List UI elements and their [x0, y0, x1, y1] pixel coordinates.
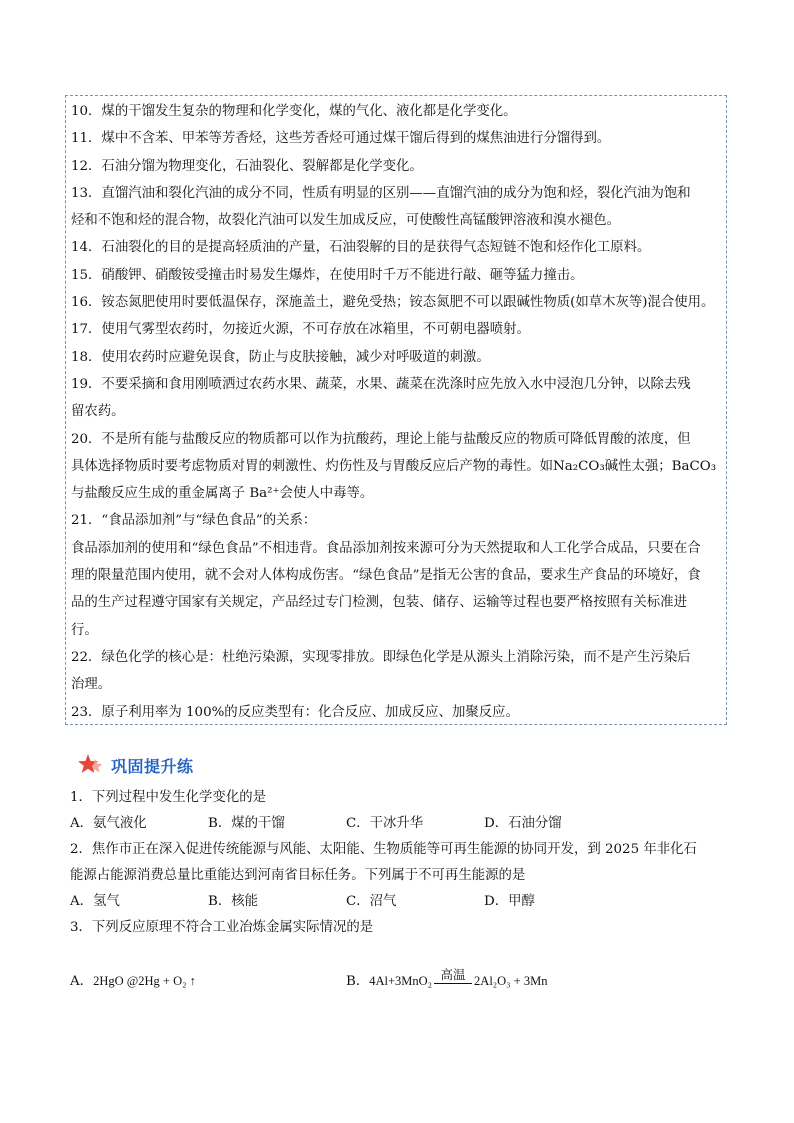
note-line: 17．使用气雾型农药时，勿接近火源，不可存放在冰箱里，不可朝电器喷射。: [71, 322, 530, 338]
note-line: 10．煤的干馏发生复杂的物理和化学变化，煤的气化、液化都是化学变化。: [71, 104, 517, 119]
note-line: 品的生产过程遵守国家有关规定，产品经过专门检测，包装、储存、运输等过程也要严格按照有关标准进: [71, 595, 687, 611]
note-line: 理的限量范围内使用，就不会对人体构成伤害。“绿色食品”是指无公害的食品，要求生产食品的环境好，食: [71, 568, 701, 584]
answer-options: [70, 811, 730, 837]
note-line: 具体选择物质时要考虑物质对胃的刺激性、灼伤性及与胃酸反应后产物的毒性。如Na₂CO₃碱性太强；BaCO₃: [71, 458, 717, 474]
option-label: A．: [70, 974, 94, 989]
equation-products: 2Al₂O₃ + 3Mn: [474, 974, 548, 988]
option-a[interactable]: A．氨气液化: [70, 816, 147, 831]
option-d[interactable]: D．石油分馏: [484, 816, 562, 831]
equation-options: [70, 949, 730, 989]
option-b[interactable]: [346, 967, 547, 989]
option-d[interactable]: D．甲醇: [484, 894, 535, 909]
exercise-list: [70, 785, 730, 989]
note-line: 20．不是所有能与盐酸反应的物质都可以作为抗酸药，理论上能与盐酸反应的物质可降低胃酸的浓度，但: [71, 431, 691, 447]
option-label: B．: [346, 974, 370, 989]
note-line: 食品添加剂的使用和“绿色食品”不相违背。食品添加剂按来源可分为天然提取和人工化学合成品，只要在合: [71, 540, 701, 556]
note-line: 14．石油裂化的目的是提高轻质油的产量，石油裂解的目的是获得气态短链不饱和烃作化工原料。: [71, 240, 651, 256]
section-header: [77, 752, 194, 778]
question-stem: 3．下列反应原理不符合工业冶炼金属实际情况的是: [70, 920, 374, 935]
note-line: 留农药。: [71, 404, 125, 420]
question-stem: 能源占能源消费总量比重能达到河南省目标任务。下列属于不可再生能源的是: [70, 868, 526, 883]
option-b[interactable]: B．核能: [208, 894, 259, 909]
note-line: 22．绿色化学的核心是：杜绝污染源，实现零排放。即绿色化学是从源头上消除污染，而不是产生污染后: [71, 649, 691, 665]
section-title: 巩固提升练: [111, 756, 194, 776]
option-c[interactable]: C．沼气: [346, 894, 397, 909]
note-line: 15．硝酸钾、硝酸铵受撞击时易发生爆炸，在使用时千万不能进行敲、砸等猛力撞击。: [71, 267, 584, 283]
option-a[interactable]: A．氢气: [70, 894, 120, 909]
note-line: 12．石油分馏为物理变化，石油裂化、裂解都是化学变化。: [71, 158, 423, 174]
answer-options: [70, 889, 730, 915]
note-line: 18．使用农药时应避免误食，防止与皮肤接触，减少对呼吸道的刺激。: [71, 349, 490, 365]
note-line: 与盐酸反应生成的重金属离子 Ba²⁺会使人中毒等。: [71, 486, 374, 502]
question-stem: 1．下列过程中发生化学变化的是: [70, 790, 266, 805]
reaction-condition: [434, 967, 472, 989]
note-line: 行。: [71, 622, 98, 638]
note-line: 21．“食品添加剂”与“绿色食品”的关系：: [71, 513, 317, 529]
equation-reactants: 4Al+3MnO₂: [369, 974, 433, 988]
star-icon: [77, 753, 105, 777]
question-stem: 2．焦作市正在深入促进传统能源与风能、太阳能、生物质能等可再生能源的协同开发，到 2025 年非化石: [70, 842, 697, 857]
note-line: 19．不要采摘和食用刚喷洒过农药水果、蔬菜，水果、蔬菜在洗涤时应先放入水中浸泡几分钟，以除去残: [71, 376, 691, 392]
equation: 2HgO @2Hg + O₂ ↑: [93, 974, 196, 988]
note-line: 13．直馏汽油和裂化汽油的成分不同，性质有明显的区别——直馏汽油的成分为饱和烃，裂化汽油为饱和: [71, 185, 691, 201]
note-line: 治理。: [71, 677, 112, 693]
option-c[interactable]: C．干冰升华: [346, 816, 424, 831]
knowledge-notes-box: [65, 95, 727, 725]
option-a[interactable]: [70, 970, 346, 989]
note-line: 23．原子利用率为 100%的反应类型有：化合反应、加成反应、加聚反应。: [71, 704, 519, 720]
option-b[interactable]: B．煤的干馏: [208, 816, 285, 831]
note-line: 16．铵态氮肥使用时要低温保存，深施盖土，避免受热；铵态氮肥不可以跟碱性物质(如草木灰等)混合使用。: [71, 295, 715, 311]
note-line: 烃和不饱和烃的混合物，故裂化汽油可以发生加成反应，可使酸性高锰酸钾溶液和溴水褪色。: [71, 213, 621, 229]
note-line: 11．煤中不含苯、甲苯等芳香烃，这些芳香烃可通过煤干馏后得到的煤焦油进行分馏得到。: [71, 131, 611, 147]
condition-label: 高温: [440, 967, 466, 982]
equals-bar: [434, 983, 472, 984]
